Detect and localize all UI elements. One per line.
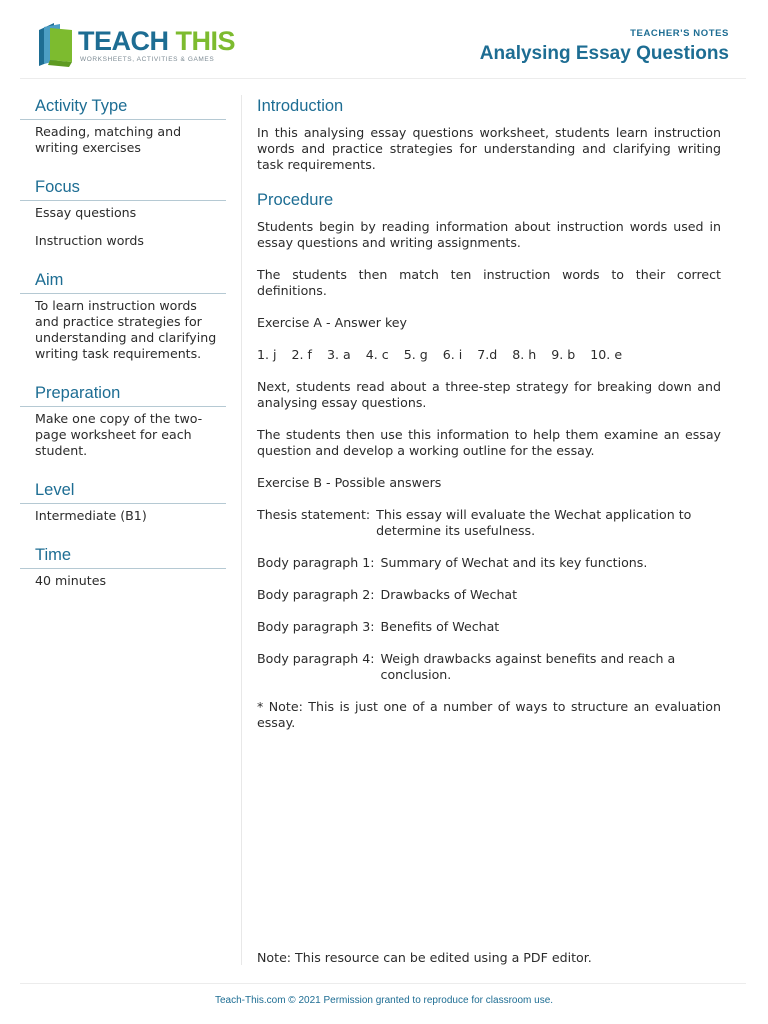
activity-type-heading: Activity Type (20, 95, 226, 120)
header-divider (20, 78, 746, 79)
pdf-editor-note: Note: This resource can be edited using a PDF editor. (257, 950, 592, 965)
level-heading: Level (20, 479, 226, 504)
page-header (0, 0, 768, 78)
structure-note: * Note: This is just one of a number of ways to structure an evaluation essay. (257, 699, 721, 730)
preparation-text: Make one copy of the two-page worksheet for each student. (35, 411, 203, 458)
procedure-paragraph: Students begin by reading information about instruction words used in essay questions and writing assignments. (257, 219, 721, 250)
column-divider (241, 95, 242, 965)
preparation-section (20, 382, 226, 459)
introduction-heading: Introduction (257, 97, 344, 115)
answer-item: 2. f (291, 347, 312, 362)
answer-item: 3. a (326, 347, 351, 362)
logo-wordmark (78, 26, 235, 56)
logo-teach: TEACH (78, 26, 169, 56)
introduction-text: In this analysing essay questions worksheet, students learn instruction words and practice strategies for understanding and clarifying writing task requirements. (257, 125, 721, 172)
focus-list (20, 201, 226, 249)
outline-row (257, 587, 721, 603)
exercise-a-label: Exercise A - Answer key (257, 315, 408, 330)
answer-key (257, 347, 721, 363)
level-section (20, 479, 226, 524)
outline-text: Summary of Wechat and its key functions. (380, 555, 648, 570)
info-sidebar (20, 95, 226, 609)
procedure-heading: Procedure (257, 191, 334, 209)
outline-text: Drawbacks of Wechat (380, 587, 518, 602)
outline-row (257, 555, 721, 571)
answer-item: 7.d (477, 347, 498, 362)
aim-text: To learn instruction words and practice strategies for understanding and clarifying writing task requirements. (35, 298, 217, 361)
logo-tagline: WORKSHEETS, ACTIVITIES & GAMES (80, 56, 215, 63)
outline-row (257, 651, 721, 683)
outline-label: Body paragraph 4: (257, 651, 375, 666)
procedure-paragraph: The students then use this information to help them examine an essay question and develop a working outline for the essay. (257, 427, 721, 458)
answer-item: 9. b (551, 347, 576, 362)
level-text: Intermediate (B1) (35, 508, 147, 523)
main-content (257, 95, 721, 747)
answer-item: 4. c (365, 347, 389, 362)
aim-heading: Aim (20, 269, 226, 294)
outline-label: Body paragraph 2: (257, 587, 375, 602)
outline-text: Benefits of Wechat (380, 619, 500, 634)
teach-this-logo[interactable] (36, 22, 236, 70)
exercise-b-label: Exercise B - Possible answers (257, 475, 442, 490)
aim-section (20, 269, 226, 362)
procedure-paragraph: The students then match ten instruction words to their correct definitions. (257, 267, 721, 298)
preparation-heading: Preparation (20, 382, 226, 407)
outline-row (257, 507, 721, 539)
outline-text: Weigh drawbacks against benefits and reach a conclusion. (380, 651, 676, 682)
focus-heading: Focus (20, 176, 226, 201)
answer-item: 6. i (442, 347, 463, 362)
footer-divider (20, 983, 746, 984)
outline-label: Thesis statement: (257, 507, 371, 522)
answer-item: 8. h (512, 347, 537, 362)
outline-text: This essay will evaluate the Wechat application to determine its usefulness. (376, 507, 692, 538)
outline-label: Body paragraph 3: (257, 619, 375, 634)
outline-row (257, 619, 721, 635)
logo-this: THIS (175, 26, 236, 56)
focus-item: Instruction words (35, 233, 144, 248)
focus-item: Essay questions (35, 205, 137, 220)
activity-type-text: Reading, matching and writing exercises (35, 124, 182, 155)
page-title: Analysing Essay Questions (479, 43, 729, 64)
answer-item: 5. g (403, 347, 428, 362)
copyright-footer[interactable]: Teach-This.com © 2021 Permission granted to reproduce for classroom use. (214, 995, 554, 1006)
answer-item: 1. j (257, 347, 277, 362)
teachers-notes-label: TEACHER'S NOTES (630, 28, 729, 39)
time-heading: Time (20, 544, 226, 569)
answer-item: 10. e (590, 347, 623, 362)
book-icon (36, 22, 76, 68)
activity-type-section (20, 95, 226, 156)
focus-section (20, 176, 226, 249)
time-text: 40 minutes (35, 573, 107, 588)
time-section (20, 544, 226, 589)
outline-label: Body paragraph 1: (257, 555, 375, 570)
procedure-paragraph: Next, students read about a three-step strategy for breaking down and analysing essay questions. (257, 379, 721, 410)
